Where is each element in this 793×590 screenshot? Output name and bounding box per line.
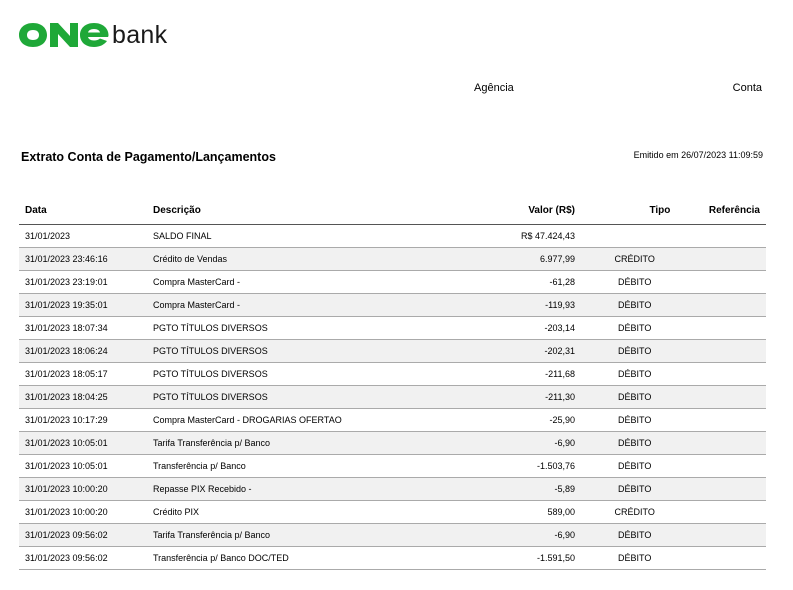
cell-valor: -203,14 <box>429 317 581 340</box>
table-row <box>19 409 766 432</box>
cell-tipo: DÉBITO <box>581 524 682 547</box>
cell-data: 31/01/2023 23:46:16 <box>19 248 147 271</box>
cell-valor: -1.503,76 <box>429 455 581 478</box>
cell-descricao: PGTO TÍTULOS DIVERSOS <box>147 317 429 340</box>
table-row <box>19 501 766 524</box>
cell-data: 31/01/2023 23:19:01 <box>19 271 147 294</box>
cell-descricao: Compra MasterCard - DROGARIAS OFERTAO <box>147 409 429 432</box>
column-header-referencia: Referência <box>682 196 766 225</box>
cell-descricao: PGTO TÍTULOS DIVERSOS <box>147 340 429 363</box>
cell-descricao: Repasse PIX Recebido - <box>147 478 429 501</box>
cell-referencia <box>682 524 766 547</box>
cell-data: 31/01/2023 09:56:02 <box>19 524 147 547</box>
column-header-descricao: Descrição <box>147 196 429 225</box>
cell-tipo: CRÉDITO <box>581 501 682 524</box>
column-header-valor: Valor (R$) <box>429 196 581 225</box>
table-row <box>19 386 766 409</box>
cell-tipo <box>581 225 682 248</box>
cell-descricao: Crédito de Vendas <box>147 248 429 271</box>
table-row <box>19 363 766 386</box>
onebank-logo <box>18 14 167 50</box>
statement-table <box>19 196 766 570</box>
cell-referencia <box>682 501 766 524</box>
cell-descricao: PGTO TÍTULOS DIVERSOS <box>147 386 429 409</box>
cell-valor: -119,93 <box>429 294 581 317</box>
cell-valor: 589,00 <box>429 501 581 524</box>
cell-valor: -211,68 <box>429 363 581 386</box>
cell-descricao: Tarifa Transferência p/ Banco <box>147 524 429 547</box>
cell-valor: -25,90 <box>429 409 581 432</box>
table-row <box>19 547 766 570</box>
cell-tipo: DÉBITO <box>581 340 682 363</box>
cell-tipo: DÉBITO <box>581 409 682 432</box>
cell-descricao: PGTO TÍTULOS DIVERSOS <box>147 363 429 386</box>
table-row <box>19 340 766 363</box>
cell-referencia <box>682 432 766 455</box>
statement-rows <box>19 225 766 570</box>
cell-valor: 6.977,99 <box>429 248 581 271</box>
cell-referencia <box>682 248 766 271</box>
cell-data: 31/01/2023 10:17:29 <box>19 409 147 432</box>
cell-descricao: Transferência p/ Banco DOC/TED <box>147 547 429 570</box>
cell-descricao: Compra MasterCard - <box>147 271 429 294</box>
cell-referencia <box>682 409 766 432</box>
agencia-label: Agência <box>474 82 514 94</box>
cell-data: 31/01/2023 18:05:17 <box>19 363 147 386</box>
cell-referencia <box>682 455 766 478</box>
column-header-data: Data <box>19 196 147 225</box>
cell-data: 31/01/2023 10:05:01 <box>19 455 147 478</box>
cell-referencia <box>682 478 766 501</box>
cell-valor: -6,90 <box>429 432 581 455</box>
cell-tipo: DÉBITO <box>581 386 682 409</box>
cell-tipo: DÉBITO <box>581 317 682 340</box>
cell-valor: -211,30 <box>429 386 581 409</box>
cell-referencia <box>682 271 766 294</box>
cell-valor: -61,28 <box>429 271 581 294</box>
cell-tipo: DÉBITO <box>581 455 682 478</box>
column-header-tipo: Tipo <box>581 196 682 225</box>
one-logo-mark <box>18 20 110 50</box>
table-row <box>19 317 766 340</box>
cell-referencia <box>682 386 766 409</box>
cell-referencia <box>682 317 766 340</box>
cell-descricao: Crédito PIX <box>147 501 429 524</box>
cell-data: 31/01/2023 18:06:24 <box>19 340 147 363</box>
table-row <box>19 294 766 317</box>
cell-data: 31/01/2023 10:00:20 <box>19 501 147 524</box>
document-title: Extrato Conta de Pagamento/Lançamentos <box>21 150 276 164</box>
cell-data: 31/01/2023 19:35:01 <box>19 294 147 317</box>
cell-valor: -6,90 <box>429 524 581 547</box>
cell-data: 31/01/2023 10:05:01 <box>19 432 147 455</box>
table-row <box>19 524 766 547</box>
issued-date: Emitido em 26/07/2023 11:09:59 <box>633 150 763 160</box>
cell-tipo: DÉBITO <box>581 294 682 317</box>
cell-tipo: DÉBITO <box>581 363 682 386</box>
cell-descricao: Compra MasterCard - <box>147 294 429 317</box>
table-header-row <box>19 196 766 225</box>
cell-referencia <box>682 225 766 248</box>
cell-tipo: CRÉDITO <box>581 248 682 271</box>
cell-valor: -202,31 <box>429 340 581 363</box>
cell-valor: -5,89 <box>429 478 581 501</box>
table-row <box>19 248 766 271</box>
cell-referencia <box>682 340 766 363</box>
logo-bank-text: bank <box>112 21 168 49</box>
cell-tipo: DÉBITO <box>581 432 682 455</box>
cell-data: 31/01/2023 <box>19 225 147 248</box>
cell-data: 31/01/2023 10:00:20 <box>19 478 147 501</box>
cell-data: 31/01/2023 09:56:02 <box>19 547 147 570</box>
cell-referencia <box>682 547 766 570</box>
cell-tipo: DÉBITO <box>581 271 682 294</box>
cell-data: 31/01/2023 18:04:25 <box>19 386 147 409</box>
cell-descricao: Transferência p/ Banco <box>147 455 429 478</box>
table-row <box>19 432 766 455</box>
cell-descricao: Tarifa Transferência p/ Banco <box>147 432 429 455</box>
cell-referencia <box>682 294 766 317</box>
cell-tipo: DÉBITO <box>581 547 682 570</box>
conta-label: Conta <box>732 82 762 94</box>
cell-data: 31/01/2023 18:07:34 <box>19 317 147 340</box>
cell-referencia <box>682 363 766 386</box>
cell-tipo: DÉBITO <box>581 478 682 501</box>
cell-valor: -1.591,50 <box>429 547 581 570</box>
table-row <box>19 225 766 248</box>
table-row <box>19 478 766 501</box>
cell-descricao: SALDO FINAL <box>147 225 429 248</box>
cell-valor: R$ 47.424,43 <box>429 225 581 248</box>
table-row <box>19 271 766 294</box>
table-row <box>19 455 766 478</box>
